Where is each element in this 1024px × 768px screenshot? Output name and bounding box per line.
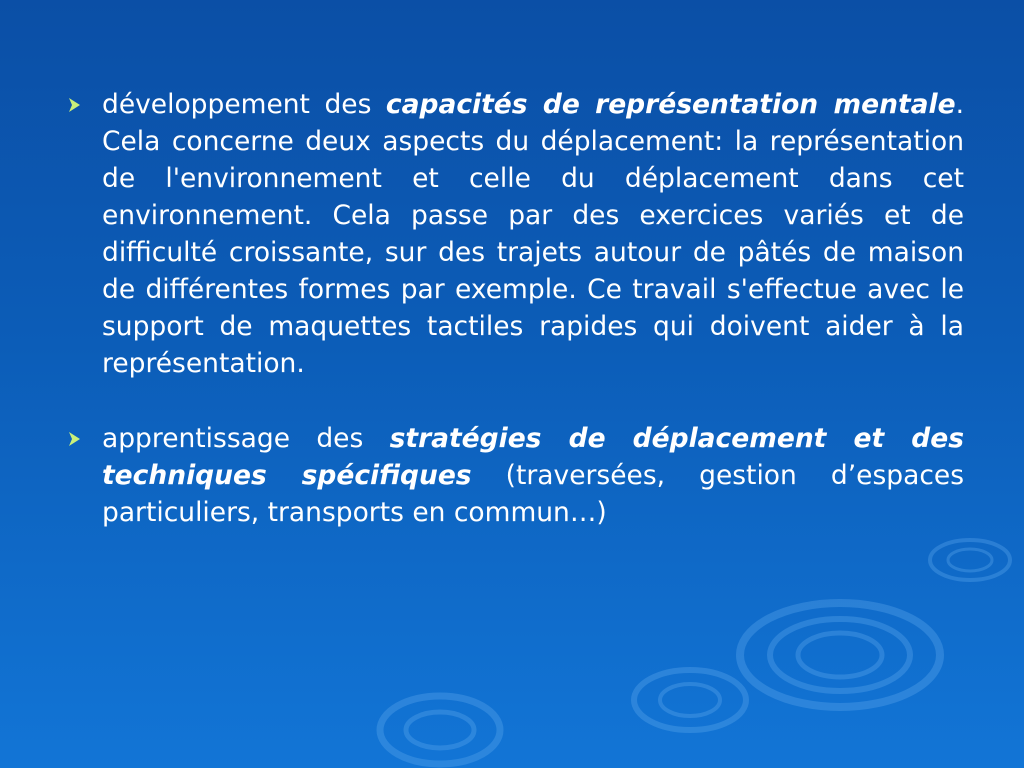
bullet-text-prefix: apprentissage des <box>102 423 390 454</box>
bullet-text-emphasis: capacités de représentation mentale <box>385 89 956 120</box>
bullet-item-strategies <box>66 420 964 531</box>
arrow-bullet-icon <box>66 97 82 113</box>
bullet-item-representation <box>66 86 964 382</box>
arrow-bullet-icon <box>66 431 82 447</box>
bullet-text-suffix: . Cela concerne deux aspects du déplacement: la représentation de l'environnement et celle du déplacement dans cet environnement. Cela passe par des exercices variés et de difficulté croissante, sur des trajets autour de pâtés de maison de différentes formes par exemple. Ce travail s'effectue avec le support de maquettes tactiles rapides qui doivent aider à la représentation. <box>102 89 964 379</box>
bullet-text-suffix: (traversées, gestion d’espaces particuliers, transports en commun…) <box>102 460 964 528</box>
bullet-list <box>66 86 964 531</box>
bullet-text-emphasis: stratégies de déplacement et des techniques spécifiques <box>102 423 964 491</box>
bullet-text-prefix: développement des <box>102 89 386 120</box>
